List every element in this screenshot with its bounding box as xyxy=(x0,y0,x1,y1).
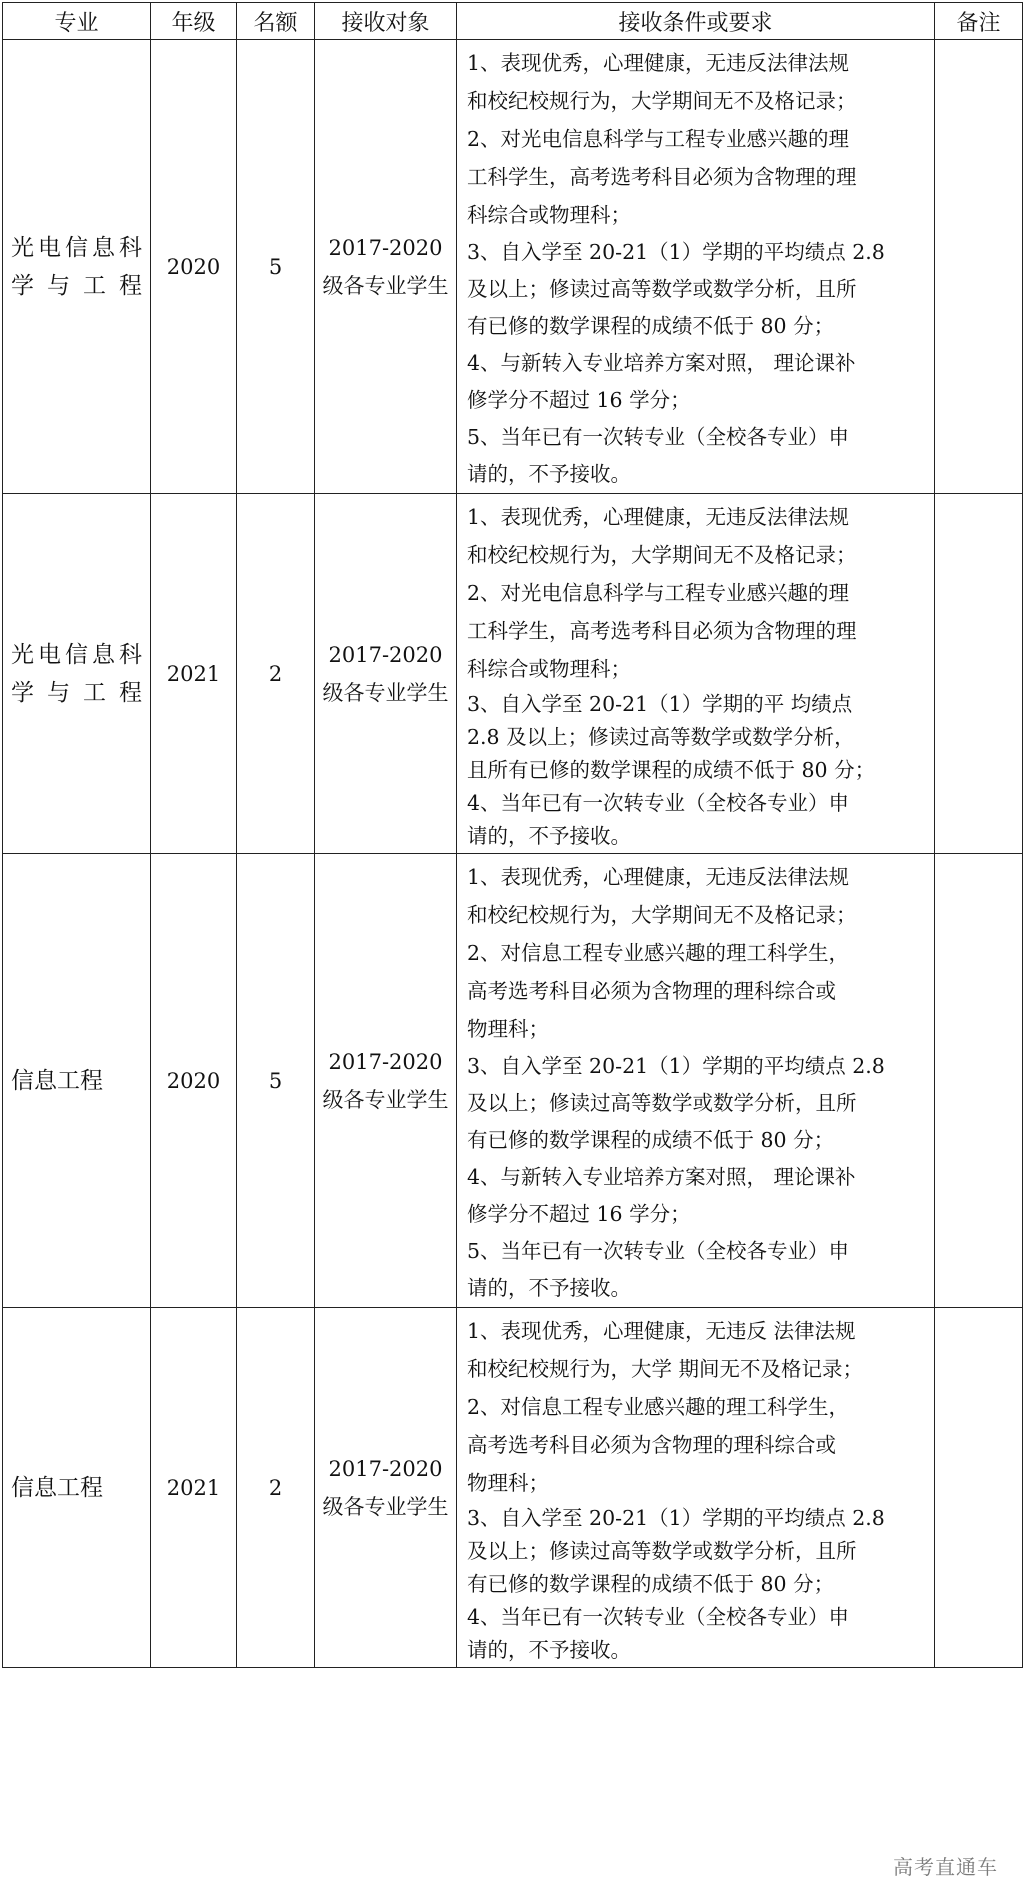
requirement-line: 和校纪校规行为，大学期间无不及格记录； xyxy=(467,903,857,927)
transfer-requirements-table xyxy=(2,2,1023,1668)
requirement-line: 物理科； xyxy=(467,1471,549,1495)
requirement-line: 和校纪校规行为，大学 期间无不及格记录； xyxy=(467,1357,864,1381)
requirement-line: 2、对信息工程专业感兴趣的理工科学生， xyxy=(467,1395,850,1419)
cell-quota: 5 xyxy=(237,40,315,494)
table-row xyxy=(3,494,1023,854)
table-row xyxy=(3,854,1023,1308)
requirement-line: 请的，不予接收。 xyxy=(467,824,631,848)
cell-requirements xyxy=(457,40,935,494)
requirement-line: 5、当年已有一次转专业（全校各专业）申 xyxy=(467,1239,850,1263)
cell-major: 信息工程 xyxy=(3,854,151,1308)
requirement-line: 科综合或物理科； xyxy=(467,203,631,227)
table-row xyxy=(3,40,1023,494)
requirement-line: 和校纪校规行为，大学期间无不及格记录； xyxy=(467,89,857,113)
requirement-line: 且所有已修的数学课程的成绩不低于 80 分； xyxy=(467,758,876,782)
requirement-line: 3、自入学至 20-21（1）学期的平 均绩点 xyxy=(467,692,853,716)
requirement-line: 2.8 及以上；修读过高等数学或数学分析， xyxy=(467,725,855,749)
requirement-line: 有已修的数学课程的成绩不低于 80 分； xyxy=(467,1128,835,1152)
cell-major: 光电信息科学与工程 xyxy=(3,40,151,494)
requirement-line: 物理科； xyxy=(467,1017,549,1041)
requirement-line: 高考选考科目必须为含物理的理科综合或 xyxy=(467,979,836,1003)
requirement-line: 5、当年已有一次转专业（全校各专业）申 xyxy=(467,425,850,449)
header-quota: 名额 xyxy=(237,3,315,40)
cell-grade: 2021 xyxy=(151,1308,237,1668)
requirement-line: 2、对光电信息科学与工程专业感兴趣的理 xyxy=(467,127,850,151)
requirement-line: 4、当年已有一次转专业（全校各专业）申 xyxy=(467,1605,850,1629)
header-target: 接收对象 xyxy=(315,3,457,40)
requirement-line: 2、对信息工程专业感兴趣的理工科学生， xyxy=(467,941,850,965)
requirement-line: 3、自入学至 20-21（1）学期的平均绩点 2.8 xyxy=(467,1506,885,1530)
cell-major: 光电信息科学与工程 xyxy=(3,494,151,854)
cell-quota: 5 xyxy=(237,854,315,1308)
header-notes: 备注 xyxy=(935,3,1023,40)
requirement-line: 及以上；修读过高等数学或数学分析，且所 xyxy=(467,1091,857,1115)
requirement-line: 4、与新转入专业培养方案对照， 理论课补 xyxy=(467,351,856,375)
watermark-text: 高考直通车 xyxy=(893,1855,998,1879)
cell-target: 2017-2020级各专业学生 xyxy=(315,854,457,1308)
cell-major: 信息工程 xyxy=(3,1308,151,1668)
requirement-line: 1、表现优秀，心理健康，无违反 法律法规 xyxy=(467,1319,856,1343)
requirement-line: 修学分不超过 16 学分； xyxy=(467,1202,691,1226)
cell-quota: 2 xyxy=(237,1308,315,1668)
requirement-line: 请的，不予接收。 xyxy=(467,1276,631,1300)
cell-grade: 2021 xyxy=(151,494,237,854)
requirement-line: 4、与新转入专业培养方案对照， 理论课补 xyxy=(467,1165,856,1189)
cell-note xyxy=(935,40,1023,494)
cell-quota: 2 xyxy=(237,494,315,854)
cell-target: 2017-2020级各专业学生 xyxy=(315,1308,457,1668)
cell-requirements xyxy=(457,1308,935,1668)
header-grade: 年级 xyxy=(151,3,237,40)
requirement-line: 及以上；修读过高等数学或数学分析，且所 xyxy=(467,1539,857,1563)
cell-requirements xyxy=(457,854,935,1308)
requirement-line: 4、当年已有一次转专业（全校各专业）申 xyxy=(467,791,850,815)
header-row xyxy=(3,3,1023,40)
requirement-line: 科综合或物理科； xyxy=(467,657,631,681)
requirement-line: 及以上；修读过高等数学或数学分析，且所 xyxy=(467,277,857,301)
cell-note xyxy=(935,1308,1023,1668)
requirement-line: 1、表现优秀，心理健康，无违反法律法规 xyxy=(467,51,850,75)
cell-grade: 2020 xyxy=(151,40,237,494)
table-row xyxy=(3,1308,1023,1668)
requirement-line: 请的，不予接收。 xyxy=(467,462,631,486)
requirement-line: 3、自入学至 20-21（1）学期的平均绩点 2.8 xyxy=(467,1054,885,1078)
requirement-line: 3、自入学至 20-21（1）学期的平均绩点 2.8 xyxy=(467,240,885,264)
requirement-line: 请的，不予接收。 xyxy=(467,1638,631,1662)
cell-target: 2017-2020级各专业学生 xyxy=(315,494,457,854)
requirement-line: 有已修的数学课程的成绩不低于 80 分； xyxy=(467,314,835,338)
requirement-line: 1、表现优秀，心理健康，无违反法律法规 xyxy=(467,505,850,529)
cell-note xyxy=(935,494,1023,854)
requirement-line: 1、表现优秀，心理健康，无违反法律法规 xyxy=(467,865,850,889)
cell-target: 2017-2020级各专业学生 xyxy=(315,40,457,494)
requirement-line: 修学分不超过 16 学分； xyxy=(467,388,691,412)
requirement-line: 和校纪校规行为，大学期间无不及格记录； xyxy=(467,543,857,567)
requirement-line: 工科学生，高考选考科目必须为含物理的理 xyxy=(467,165,857,189)
cell-grade: 2020 xyxy=(151,854,237,1308)
cell-note xyxy=(935,854,1023,1308)
header-requirements: 接收条件或要求 xyxy=(457,3,935,40)
requirement-line: 高考选考科目必须为含物理的理科综合或 xyxy=(467,1433,836,1457)
cell-requirements xyxy=(457,494,935,854)
requirement-line: 工科学生，高考选考科目必须为含物理的理 xyxy=(467,619,857,643)
requirement-line: 2、对光电信息科学与工程专业感兴趣的理 xyxy=(467,581,850,605)
header-major: 专业 xyxy=(3,3,151,40)
requirement-line: 有已修的数学课程的成绩不低于 80 分； xyxy=(467,1572,835,1596)
